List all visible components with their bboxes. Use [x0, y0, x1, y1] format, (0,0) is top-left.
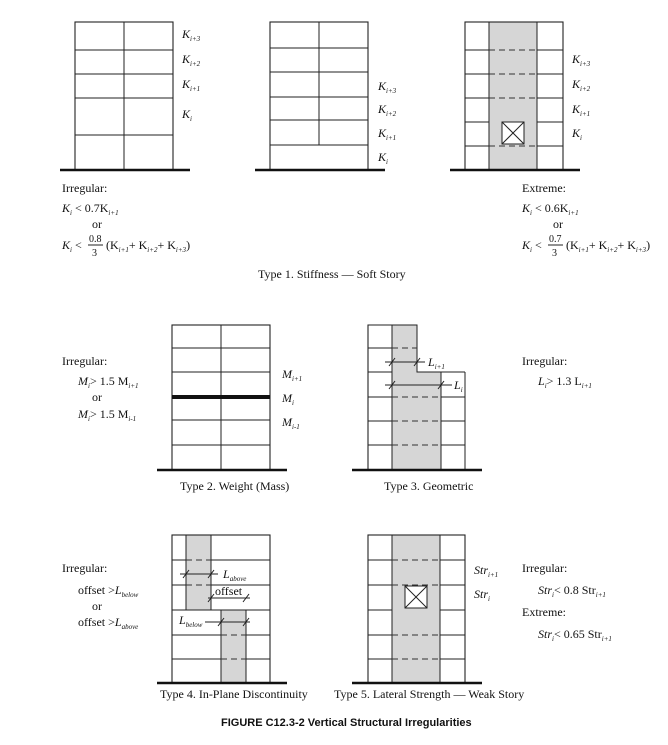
svg-text:Ki+3: $K_{i+3}$ — [378, 79, 397, 95]
type3-irregular-formula — [522, 354, 592, 390]
svg-text:Irregular:: Irregular: — [62, 561, 108, 575]
svg-text:Labove: $L_{above}$ — [223, 567, 247, 583]
svg-text:Ki+1: $K_{i+1}$ — [572, 102, 591, 118]
svg-text:Ki: $K_i$ — [572, 126, 582, 142]
svg-text:(Ki+1+ Ki+2+ Ki+3): $(K_{i+1}+ K_{i+2}+ K_{i+3})$ — [106, 238, 191, 254]
type5-irregular-formula — [522, 561, 606, 599]
svg-text:Irregular:: Irregular: — [62, 354, 108, 368]
type3-frame — [352, 325, 482, 470]
type1-right-labels — [571, 52, 591, 142]
svg-text:Ki+2: $K_{i+2}$ — [572, 77, 591, 93]
type1-irregular-formula — [61, 181, 190, 259]
svg-text:Mi: $M_i$ — [282, 391, 294, 407]
svg-text:offset: offset — [215, 584, 243, 598]
svg-text:Ki <: $K_i$ < — [62, 238, 82, 254]
type5-labels — [474, 563, 498, 603]
svg-text:Li> 1.3 Li+1: $L_i> 1.3$ $L_{i+1}$ — [538, 374, 592, 390]
svg-text:Ki < 0.6Ki+1: $K_i < 0.6K_{i+1}$ — [522, 201, 579, 217]
svg-text:offset >Lbelow: offset $>L_{below}$ — [78, 583, 139, 599]
svg-text:Ki+1: $K_{i+1}$ — [378, 126, 397, 142]
svg-text:or: or — [553, 217, 563, 231]
svg-text:Ki+2: $K_{i+2}$ — [378, 102, 397, 118]
svg-text:Ki: $K_i$ — [182, 107, 192, 123]
svg-text:Ki+2: $K_{i+2}$ — [182, 52, 201, 68]
svg-text:Stri< 0.65 Stri+1: Str$_i$< 0.65 Str$_{i+1}$ — [538, 627, 612, 643]
svg-text:Ki: $K_i$ — [378, 150, 388, 166]
type2-caption: Type 2. Weight (Mass) — [180, 479, 290, 493]
figure-caption: FIGURE C12.3-2 Vertical Structural Irregularities — [221, 717, 472, 729]
svg-text:Mi+1: $M_{i+1}$ — [282, 367, 303, 383]
svg-text:Ki+3: $K_{i+3}$ — [572, 52, 591, 68]
type2-irregular-formula — [62, 354, 139, 423]
svg-text:Extreme:: Extreme: — [522, 605, 566, 619]
svg-text:Ki+3: $K_{i+3}$ — [182, 27, 201, 43]
type1-right-frame — [450, 22, 580, 170]
svg-text:Mi> 1.5 Mi-1: $M_i> 1.5$ $M_{i-1}$ — [78, 407, 137, 423]
type1-middle-labels — [377, 79, 397, 166]
svg-text:Stri+1: Str$_{i+1}$ — [474, 563, 499, 579]
svg-text:or: or — [92, 390, 102, 404]
svg-text:Ki < 0.7Ki+1: $K_i < 0.7K_{i+1}$ — [62, 201, 119, 217]
svg-text:Li: $L_i$ — [454, 378, 463, 394]
type1-left-labels — [181, 27, 201, 123]
type5-caption: Type 5. Lateral Strength — Weak Story — [334, 687, 525, 701]
svg-text:Irregular:: Irregular: — [522, 354, 568, 368]
svg-text:offset >Labove: offset $>L_{above}$ — [78, 615, 139, 631]
type4-irregular-formula — [62, 561, 139, 631]
svg-text:0.7: 0.7 — [549, 234, 562, 245]
svg-text:3: 3 — [552, 248, 557, 259]
type5-frame — [352, 535, 482, 683]
svg-text:Irregular:: Irregular: — [522, 561, 568, 575]
type1-caption: Type 1. Stiffness — Soft Story — [258, 267, 406, 281]
svg-text:0.8: 0.8 — [89, 234, 102, 245]
type4-caption: Type 4. In-Plane Discontinuity — [160, 687, 308, 701]
svg-text:Lbelow: $L_{below}$ — [179, 613, 203, 629]
svg-text:Mi> 1.5 Mi+1: $M_i> 1.5$ $M_{i+1}$ — [78, 374, 139, 390]
type2-labels — [281, 367, 302, 431]
svg-text:or: or — [92, 217, 102, 231]
type3-caption: Type 3. Geometric — [384, 479, 474, 493]
type1-middle-frame — [255, 22, 385, 170]
type2-frame — [157, 325, 287, 470]
svg-text:Mi-1: $M_{i-1}$ — [282, 415, 300, 431]
type4-frame — [157, 535, 287, 683]
type5-extreme-formula — [522, 605, 612, 643]
svg-text:or: or — [92, 599, 102, 613]
svg-text:3: 3 — [92, 248, 97, 259]
type1-left-frame — [60, 22, 190, 170]
svg-text:(Ki+1+ Ki+2+ Ki+3): $(K_{i+1}+ K_{i+2}+ K_{i+3})$ — [566, 238, 651, 254]
type1-extreme-formula — [521, 181, 650, 259]
svg-text:Stri< 0.8 Stri+1: Str$_i$< 0.8 Str$_{i+1}$ — [538, 583, 606, 599]
svg-text:Stri: Str$_i$ — [474, 587, 490, 603]
svg-text:Ki <: $K_i$ < — [522, 238, 542, 254]
svg-text:Irregular:: Irregular: — [62, 181, 108, 195]
svg-text:Extreme:: Extreme: — [522, 181, 566, 195]
svg-text:Li+1: $L_{i+1}$ — [428, 355, 445, 371]
svg-text:Ki+1: $K_{i+1}$ — [182, 77, 201, 93]
